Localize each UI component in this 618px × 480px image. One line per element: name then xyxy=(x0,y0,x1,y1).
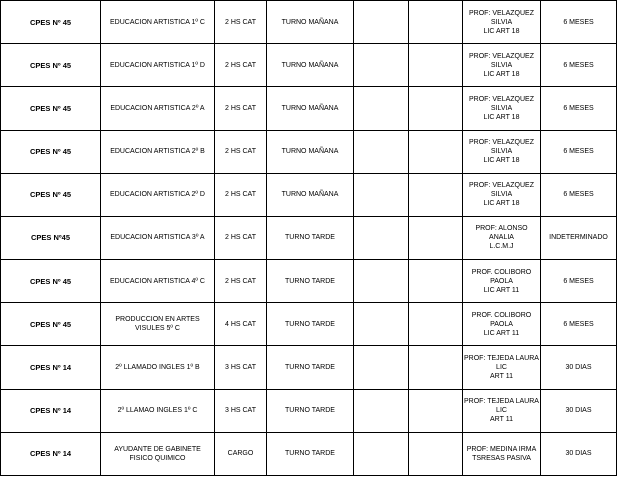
subject-cell: PRODUCCION EN ARTES VISULES 5º C xyxy=(101,303,215,346)
hours-cell: CARGO xyxy=(215,432,267,475)
empty-cell xyxy=(409,389,463,432)
subject-cell: 2º LLAMADO INGLES 1º B xyxy=(101,346,215,389)
teacher-license: LIC ART 11 xyxy=(483,286,520,294)
shift-cell: TURNO TARDE xyxy=(267,432,354,475)
school-cell: CPES Nº 45 xyxy=(1,260,101,303)
shift-cell: TURNO MAÑANA xyxy=(267,87,354,130)
duration-cell: 6 MESES xyxy=(541,44,617,87)
subject-cell: 2º LLAMAO INGLES 1º C xyxy=(101,389,215,432)
hours-cell: 4 HS CAT xyxy=(215,303,267,346)
duration-cell: 30 DIAS xyxy=(541,346,617,389)
table-row xyxy=(1,260,617,303)
teacher-license: L.C.M.J xyxy=(489,243,514,251)
duration-cell: 6 MESES xyxy=(541,1,617,44)
subject-cell: EDUCACION ARTISTICA 2º D xyxy=(101,173,215,216)
hours-cell: 3 HS CAT xyxy=(215,346,267,389)
teacher-license: LIC ART 18 xyxy=(483,157,520,165)
table-row xyxy=(1,44,617,87)
school-cell: CPES Nº 45 xyxy=(1,130,101,173)
teacher-cell xyxy=(463,130,541,173)
school-cell: CPES Nº 14 xyxy=(1,346,101,389)
empty-cell xyxy=(354,389,409,432)
teacher-name: PROF: MEDINA IRMA xyxy=(466,445,537,453)
shift-cell: TURNO TARDE xyxy=(267,303,354,346)
table-body xyxy=(1,1,617,476)
hours-cell: 2 HS CAT xyxy=(215,173,267,216)
empty-cell xyxy=(409,173,463,216)
hours-cell: 3 HS CAT xyxy=(215,389,267,432)
empty-cell xyxy=(409,1,463,44)
teacher-license: TSRESAS PASIVA xyxy=(472,454,531,462)
school-cell: CPES Nº 14 xyxy=(1,432,101,475)
teacher-license: LIC ART 18 xyxy=(483,70,520,78)
duration-cell: 6 MESES xyxy=(541,87,617,130)
hours-cell: 2 HS CAT xyxy=(215,1,267,44)
duration-cell: 6 MESES xyxy=(541,130,617,173)
subject-cell: EDUCACION ARTISTICA 2º B xyxy=(101,130,215,173)
empty-cell xyxy=(354,260,409,303)
teacher-cell xyxy=(463,44,541,87)
empty-cell xyxy=(409,44,463,87)
hours-cell: 2 HS CAT xyxy=(215,87,267,130)
hours-cell: 2 HS CAT xyxy=(215,44,267,87)
teacher-cell xyxy=(463,1,541,44)
hours-cell: 2 HS CAT xyxy=(215,216,267,259)
teacher-license: LIC ART 18 xyxy=(483,113,520,121)
empty-cell xyxy=(354,346,409,389)
school-cell: CPES Nº 45 xyxy=(1,87,101,130)
duration-cell: 30 DIAS xyxy=(541,389,617,432)
table-row xyxy=(1,346,617,389)
subject-cell: EDUCACION ARTISTICA 1º D xyxy=(101,44,215,87)
shift-cell: TURNO MAÑANA xyxy=(267,44,354,87)
table-row xyxy=(1,1,617,44)
teacher-name: PROF: VELAZQUEZ SILVIA xyxy=(469,139,534,156)
teacher-name: PROF: VELAZQUEZ SILVIA xyxy=(469,95,534,112)
school-cell: CPES Nº 14 xyxy=(1,389,101,432)
school-cell: CPES Nº 45 xyxy=(1,44,101,87)
subject-cell: EDUCACION ARTISTICA 1º C xyxy=(101,1,215,44)
teacher-cell xyxy=(463,173,541,216)
shift-cell: TURNO TARDE xyxy=(267,216,354,259)
duration-cell: 30 DIAS xyxy=(541,432,617,475)
teacher-name: PROF. COLIBORO PAOLA xyxy=(471,268,532,285)
table-row xyxy=(1,432,617,475)
subject-cell: AYUDANTE DE GABINETE FISICO QUIMICO xyxy=(101,432,215,475)
school-cell: CPES Nº 45 xyxy=(1,173,101,216)
teacher-cell xyxy=(463,346,541,389)
duration-cell: INDETERMINADO xyxy=(541,216,617,259)
subject-cell: EDUCACION ARTISTICA 2º A xyxy=(101,87,215,130)
table-row xyxy=(1,87,617,130)
empty-cell xyxy=(409,130,463,173)
empty-cell xyxy=(354,1,409,44)
teacher-name: PROF: ALONSO ANALIA xyxy=(475,225,528,242)
table-row xyxy=(1,130,617,173)
school-cell: CPES Nº 45 xyxy=(1,303,101,346)
shift-cell: TURNO MAÑANA xyxy=(267,173,354,216)
teacher-name: PROF: VELAZQUEZ SILVIA xyxy=(469,182,534,199)
hours-cell: 2 HS CAT xyxy=(215,260,267,303)
empty-cell xyxy=(409,216,463,259)
empty-cell xyxy=(409,432,463,475)
empty-cell xyxy=(354,303,409,346)
teacher-cell xyxy=(463,216,541,259)
empty-cell xyxy=(354,432,409,475)
teacher-license: LIC ART 18 xyxy=(483,27,520,35)
teacher-name: PROF: VELAZQUEZ SILVIA xyxy=(469,9,534,26)
teacher-name: PROF. COLIBORO PAOLA xyxy=(471,311,532,328)
table-row xyxy=(1,303,617,346)
teacher-cell xyxy=(463,389,541,432)
empty-cell xyxy=(409,346,463,389)
empty-cell xyxy=(409,303,463,346)
empty-cell xyxy=(354,216,409,259)
teacher-name: PROF: VELAZQUEZ SILVIA xyxy=(469,52,534,69)
empty-cell xyxy=(409,260,463,303)
duration-cell: 6 MESES xyxy=(541,303,617,346)
teacher-cell xyxy=(463,432,541,475)
table-row xyxy=(1,389,617,432)
shift-cell: TURNO TARDE xyxy=(267,389,354,432)
teacher-license: ART 11 xyxy=(490,372,513,380)
teacher-name: PROF: TEJEDA LAURA LIC xyxy=(464,398,539,415)
teacher-license: LIC ART 11 xyxy=(483,329,520,337)
shift-cell: TURNO TARDE xyxy=(267,260,354,303)
duration-cell: 6 MESES xyxy=(541,260,617,303)
empty-cell xyxy=(354,44,409,87)
teacher-license: LIC ART 18 xyxy=(483,200,520,208)
shift-cell: TURNO MAÑANA xyxy=(267,1,354,44)
shift-cell: TURNO TARDE xyxy=(267,346,354,389)
subject-cell: EDUCACION ARTISTICA 3º A xyxy=(101,216,215,259)
teacher-cell xyxy=(463,87,541,130)
hours-cell: 2 HS CAT xyxy=(215,130,267,173)
shift-cell: TURNO MAÑANA xyxy=(267,130,354,173)
teacher-cell xyxy=(463,260,541,303)
school-cell: CPES Nº45 xyxy=(1,216,101,259)
duration-cell: 6 MESES xyxy=(541,173,617,216)
table-row xyxy=(1,173,617,216)
teacher-cell xyxy=(463,303,541,346)
teacher-name: PROF: TEJEDA LAURA LIC xyxy=(464,354,539,371)
table-row xyxy=(1,216,617,259)
empty-cell xyxy=(409,87,463,130)
empty-cell xyxy=(354,173,409,216)
empty-cell xyxy=(354,87,409,130)
subject-cell: EDUCACION ARTISTICA 4º C xyxy=(101,260,215,303)
teacher-license: ART 11 xyxy=(490,416,513,424)
school-cell: CPES Nº 45 xyxy=(1,1,101,44)
empty-cell xyxy=(354,130,409,173)
